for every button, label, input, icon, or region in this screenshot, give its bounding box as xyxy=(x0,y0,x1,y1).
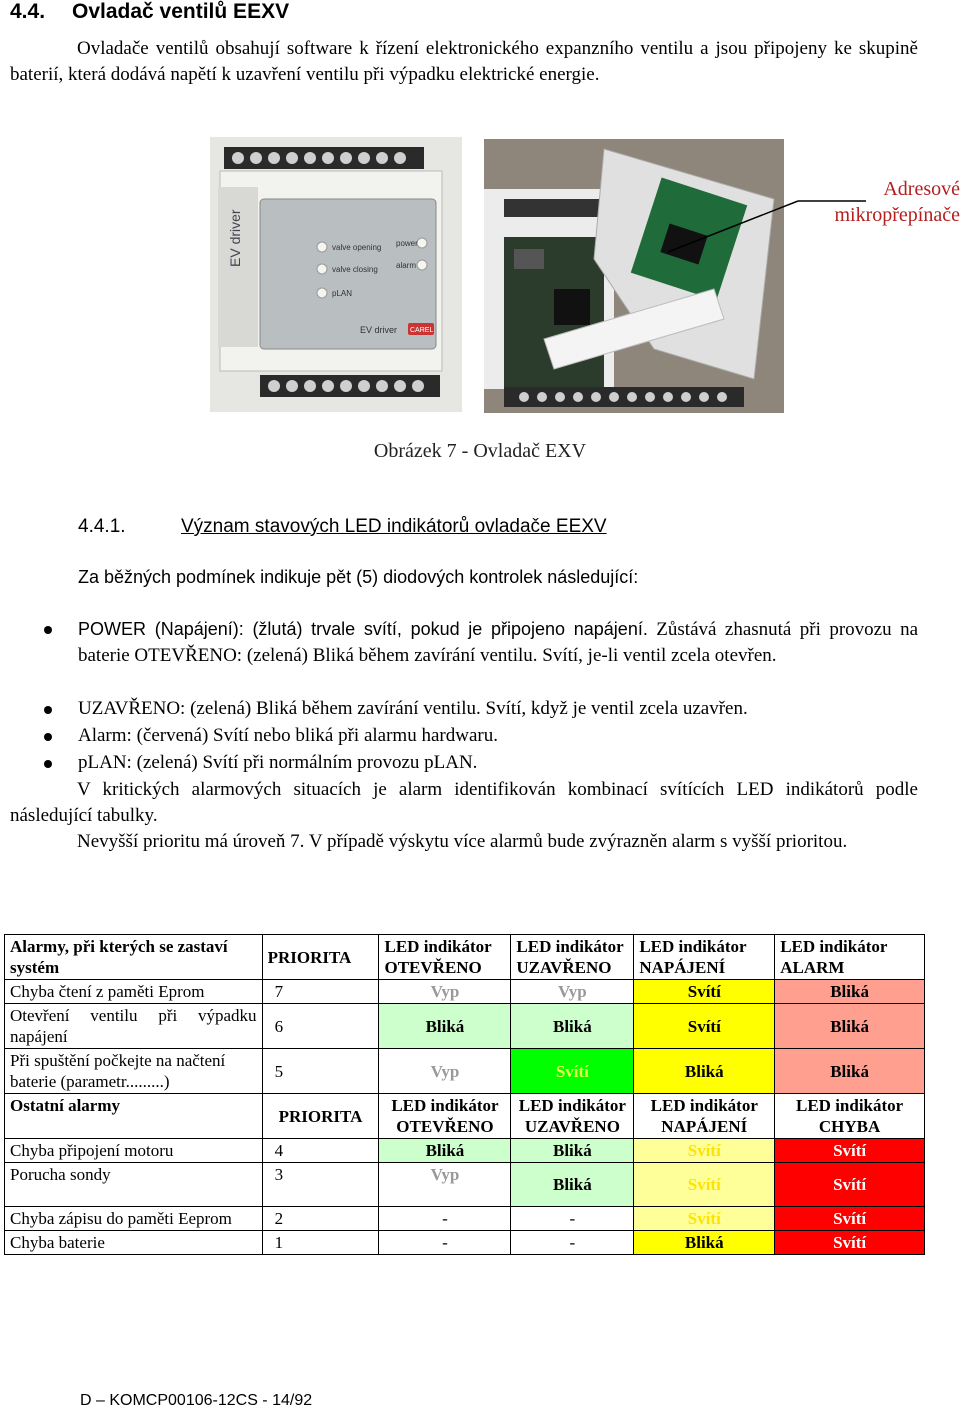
table-row: Chyba čtení z paměti Eprom 7 Vyp Vyp Svítí Bliká xyxy=(5,980,925,1004)
header-cell: Ostatní alarmy xyxy=(5,1094,263,1139)
subsection-title: Význam stavových LED indikátorů ovladače EEXV xyxy=(181,516,607,537)
section-number: 4.4. xyxy=(10,0,46,23)
subsection-heading xyxy=(78,516,607,538)
header-cell: LED indikátor NAPÁJENÍ xyxy=(634,1094,775,1139)
bullet-dot xyxy=(44,706,52,714)
subsection-intro: Za běžných podmínek indikuje pět (5) diodových kontrolek následující: xyxy=(78,567,639,587)
header-cell: LED indikátor CHYBA xyxy=(775,1094,925,1139)
led-label-plan: pLAN xyxy=(332,289,353,298)
bullet-plan: pLAN: (zelená) Svítí při normálním provozu pLAN. xyxy=(78,752,478,773)
led-label-valve-closing: valve closing xyxy=(332,265,378,274)
figure-caption: Obrázek 7 - Ovladač EXV xyxy=(373,440,587,462)
bullet-alarm: Alarm: (červená) Svítí nebo bliká při alarmu hardwaru. xyxy=(78,725,498,746)
maker-label: CAREL xyxy=(410,327,434,334)
bullet-power: POWER (Napájení): (žlutá) trvale svítí, pokud je připojeno napájení. Zůstává zhasnutá při provozu na baterie OTEVŘENO: (zelená) Bliká během zavírání ventilu. Svítí, je-li ventil zcela otevřen. xyxy=(78,619,918,666)
table-row: Otevření ventilu při výpadku napájení 6 Bliká Bliká Svítí Bliká xyxy=(5,1004,925,1049)
table-row: Porucha sondy 3 Vyp Bliká Svítí Svítí xyxy=(5,1163,925,1207)
bullet-dot xyxy=(44,760,52,768)
priority-paragraph: Nevyšší prioritu má úroveň 7. V případě výskytu více alarmů bude zvýrazněn alarm s vyšší prioritou. xyxy=(77,831,848,852)
header-cell: LED indikátor OTEVŘENO xyxy=(379,935,511,980)
header-cell: LED indikátor UZAVŘENO xyxy=(511,1094,634,1139)
header-cell: PRIORITA xyxy=(262,1094,379,1139)
table-header-row xyxy=(5,935,925,980)
intro-paragraph: Ovladače ventilů obsahují software k řízení elektronického expanzního ventilu a jsou připojeny ke skupině baterií, která dodává napětí k uzavření ventilu při výpadku elektrické energie. xyxy=(10,38,918,85)
alarm-table xyxy=(4,934,925,1255)
table-header-row xyxy=(5,1094,925,1139)
vertical-label: EV driver xyxy=(227,209,243,267)
header-cell: LED indikátor OTEVŘENO xyxy=(379,1094,511,1139)
critical-alarms-paragraph: V kritických alarmových situacích je alarm identifikován kombinací svítících LED indikátorů podle následující tabulky. xyxy=(10,779,918,826)
led-label-alarm: alarm xyxy=(396,261,417,270)
header-cell: LED indikátor UZAVŘENO xyxy=(511,935,634,980)
header-cell: LED indikátor ALARM xyxy=(775,935,925,980)
header-cell: LED indikátor NAPÁJENÍ xyxy=(634,935,775,980)
subsection-number: 4.4.1. xyxy=(78,516,126,537)
led-label-power: power xyxy=(396,239,418,248)
table-row: Chyba baterie 1 - - Bliká Svítí xyxy=(5,1231,925,1255)
bullet-closed: UZAVŘENO: (zelená) Bliká během zavírání ventilu. Svítí, když je ventil zcela uzavřen. xyxy=(78,698,748,719)
dip-switch-callout: Adresové mikropřepínače xyxy=(834,178,960,226)
header-cell: Alarmy, při kterých se zastaví systém xyxy=(5,935,263,980)
table-row: Chyba připojení motoru 4 Bliká Bliká Svítí Svítí xyxy=(5,1139,925,1163)
brand-label: EV driver xyxy=(360,325,398,335)
page-footer: D – KOMCP00106-12CS - 14/92 xyxy=(80,1392,313,1409)
table-row: Chyba zápisu do paměti Eeprom 2 - - Svítí Svítí xyxy=(5,1207,925,1231)
bullet-dot xyxy=(44,733,52,741)
led-label-valve-opening: valve opening xyxy=(332,243,382,252)
header-cell: PRIORITA xyxy=(262,935,379,980)
section-title: Ovladač ventilů EEXV xyxy=(72,0,290,23)
table-row: Při spuštění počkejte na načtení baterie (parametr.........) 5 Vyp Svítí Bliká Bliká xyxy=(5,1049,925,1094)
bullet-dot xyxy=(44,626,52,634)
